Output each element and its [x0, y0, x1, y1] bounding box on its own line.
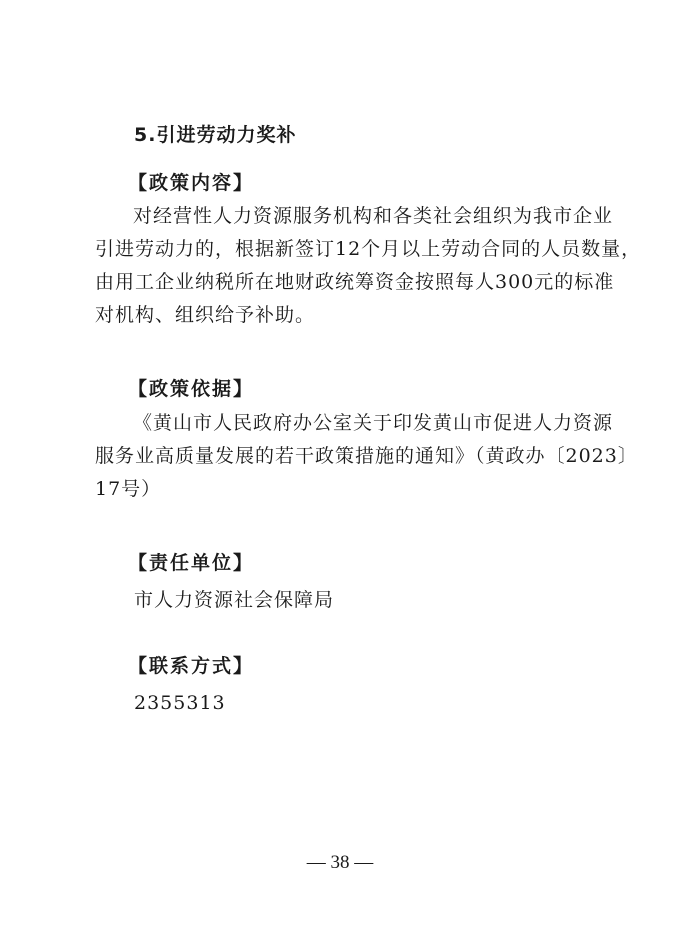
policy-content-label: 【政策内容】 [128, 172, 255, 194]
policy-basis-paragraph [95, 407, 638, 506]
policy-basis-line: 17号） [95, 478, 162, 500]
responsible-unit-value: 市人力资源社会保障局 [134, 589, 335, 611]
policy-basis-label: 【政策依据】 [128, 378, 255, 400]
contact-label: 【联系方式】 [128, 655, 255, 677]
section-heading: 5.引进劳动力奖补 [134, 124, 297, 146]
policy-content-paragraph [95, 200, 642, 332]
page-number: — 38 — [306, 852, 374, 873]
contact-value: 2355313 [134, 692, 226, 714]
policy-basis-line: 服务业高质量发展的若干政策措施的通知》（黄政办〔2023〕 [95, 445, 638, 467]
policy-content-line: 引进劳动力的，根据新签订12个月以上劳动合同的人员数量， [95, 238, 642, 260]
policy-content-line: 对机构、组织给予补助。 [95, 304, 316, 326]
policy-content-line: 对经营性人力资源服务机构和各类社会组织为我市企业 [133, 205, 614, 227]
policy-basis-line: 《黄山市人民政府办公室关于印发黄山市促进人力资源 [133, 412, 614, 434]
policy-content-line: 由用工企业纳税所在地财政统筹资金按照每人300元的标准 [95, 271, 615, 293]
responsible-unit-label: 【责任单位】 [128, 552, 255, 574]
